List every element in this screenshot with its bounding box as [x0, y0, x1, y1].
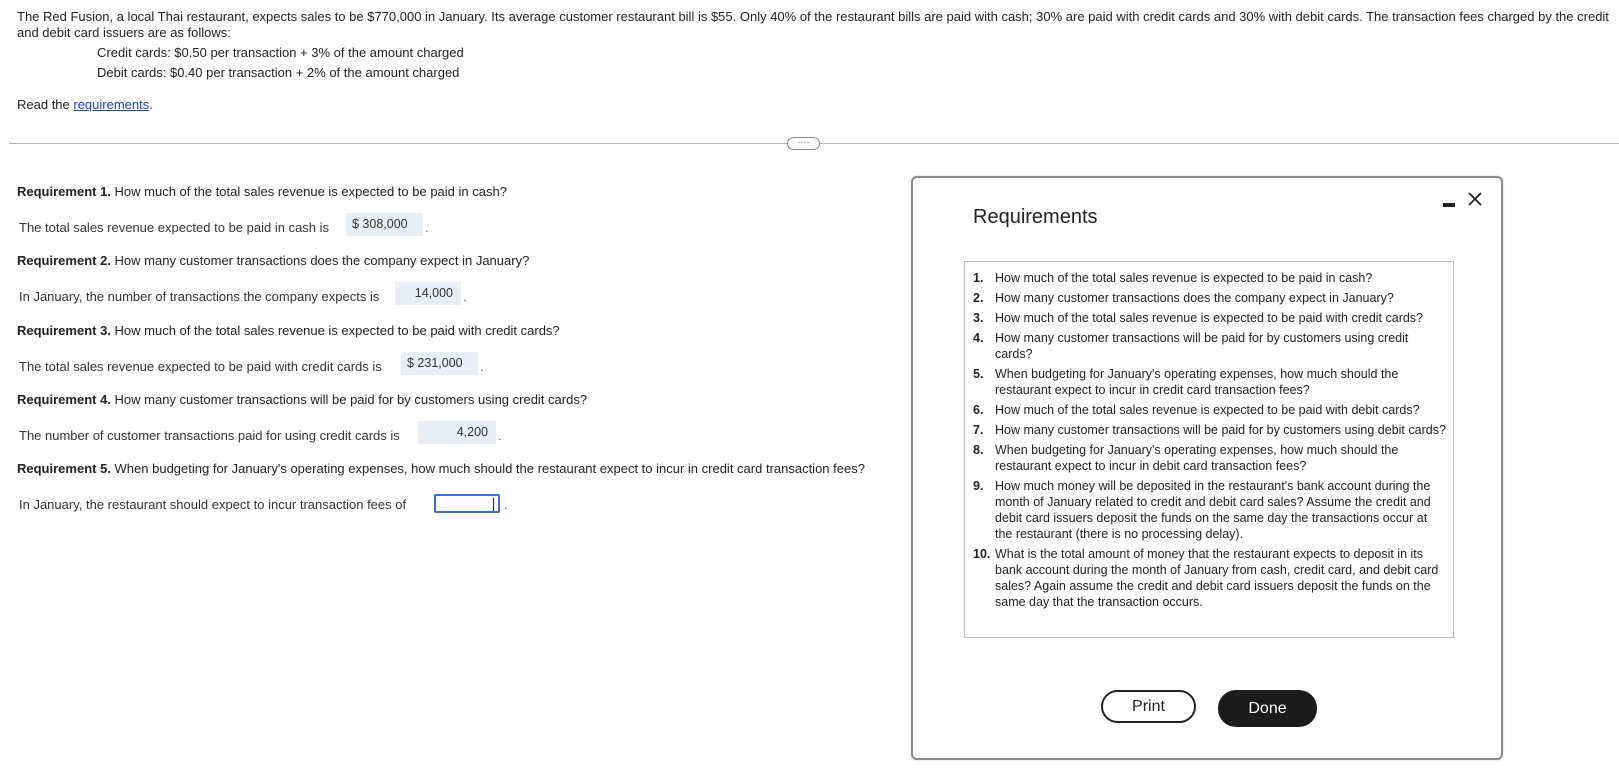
done-button[interactable]: Done: [1218, 690, 1317, 727]
debit-card-fee-line: Debit cards: $0.40 per transaction + 2% of the amount charged: [97, 65, 460, 80]
read-prefix: Read the: [17, 97, 74, 112]
requirement-text: How much money will be deposited in the restaurant's bank account during the month of January related to credit and debit card sales? Assume the credit and debit card issuers deposit the funds on the same day the transactions occur at the restaurant (there is no processing delay).: [995, 479, 1431, 541]
problem-statement: The Red Fusion, a local Thai restaurant, expects sales to be $770,000 in January. Its average customer restaurant bill is $55. Only 40% of the restaurant bills are paid with cash; 30% are paid with credit cards and 30% with debit cards. The transaction fees charged by the credit and debit card issuers are as follows:: [17, 9, 1609, 40]
close-icon[interactable]: [1466, 190, 1484, 208]
requirement-item: [973, 270, 1447, 286]
read-suffix: .: [149, 97, 153, 112]
requirements-dialog: [911, 176, 1503, 760]
requirement-item: [973, 442, 1447, 474]
answer-4-text: The number of customer transactions paid for using credit cards is: [19, 428, 400, 443]
requirement-text: How much of the total sales revenue is expected to be paid with debit cards?: [995, 403, 1420, 417]
requirement-item: [973, 422, 1447, 438]
requirement-text: How many customer transactions will be paid for by customers using credit cards?: [995, 331, 1409, 361]
minimize-icon[interactable]: [1443, 203, 1455, 207]
question-1: [17, 184, 507, 199]
requirement-number: 8.: [973, 443, 984, 457]
question-2-label: Requirement 2.: [17, 253, 111, 268]
credit-card-fee-line: Credit cards: $0.50 per transaction + 3% of the amount charged: [97, 45, 464, 60]
answer-5-text: In January, the restaurant should expect to incur transaction fees of: [19, 497, 407, 512]
answer-1-text: The total sales revenue expected to be paid in cash is: [19, 220, 330, 235]
requirement-item: [973, 290, 1447, 306]
text-caret: [493, 498, 494, 511]
requirement-number: 3.: [973, 311, 984, 325]
requirements-link[interactable]: requirements: [73, 97, 150, 112]
answer-2-period: .: [463, 289, 467, 304]
answer-2-text: In January, the number of transactions the company expects is: [19, 289, 380, 304]
answer-3-value[interactable]: $ 231,000: [401, 352, 478, 375]
requirement-item: [973, 366, 1447, 398]
requirements-list: [973, 270, 1447, 610]
requirement-item: [973, 402, 1447, 418]
requirement-text: When budgeting for January's operating expenses, how much should the restaurant expect to incur in debit card transaction fees?: [995, 443, 1399, 473]
question-5-text: When budgeting for January's operating expenses, how much should the restaurant expect to incur in credit card transaction fees?: [110, 461, 865, 476]
read-requirements-line: [17, 97, 153, 112]
question-4-text: How many customer transactions will be paid for by customers using credit cards?: [110, 392, 588, 407]
requirement-item: [973, 546, 1447, 610]
requirement-number: 10.: [973, 547, 991, 561]
answer-5-input[interactable]: [434, 494, 500, 513]
requirement-number: 1.: [973, 271, 984, 285]
requirement-item: [973, 310, 1447, 326]
requirement-text: How many customer transactions does the company expect in January?: [995, 291, 1394, 305]
requirements-list-box: [964, 261, 1454, 638]
question-2: [17, 253, 529, 268]
answer-4-value[interactable]: 4,200: [418, 421, 496, 444]
question-3-label: Requirement 3.: [17, 323, 111, 338]
question-1-label: Requirement 1.: [17, 184, 111, 199]
question-4-label: Requirement 4.: [17, 392, 111, 407]
requirement-text: What is the total amount of money that the restaurant expects to deposit in its bank account during the month of January from cash, credit card, and debit card sales? Again assume the credit and debit card issuers deposit the funds on the same day that the transaction occurs.: [995, 547, 1439, 609]
requirement-number: 9.: [973, 479, 984, 493]
requirements-dialog-title: Requirements: [973, 206, 1098, 228]
expand-more-button[interactable]: ····: [787, 137, 820, 150]
requirement-text: How much of the total sales revenue is expected to be paid in cash?: [995, 271, 1373, 285]
question-3: [17, 323, 560, 338]
answer-2-value[interactable]: 14,000: [395, 282, 461, 305]
requirement-item: [973, 478, 1447, 542]
requirement-text: When budgeting for January's operating expenses, how much should the restaurant expect to incur in credit card transaction fees?: [995, 367, 1399, 397]
requirement-number: 4.: [973, 331, 984, 345]
question-3-text: How much of the total sales revenue is expected to be paid with credit cards?: [110, 323, 560, 338]
requirement-number: 7.: [973, 423, 984, 437]
question-5-label: Requirement 5.: [17, 461, 111, 476]
answer-3-text: The total sales revenue expected to be paid with credit cards is: [19, 359, 382, 374]
question-5: [17, 461, 865, 476]
answer-3-period: .: [480, 359, 484, 374]
answer-5-period: .: [504, 497, 508, 512]
requirement-number: 6.: [973, 403, 984, 417]
requirement-number: 2.: [973, 291, 984, 305]
question-4: [17, 392, 587, 407]
requirement-text: How many customer transactions will be paid for by customers using debit cards?: [995, 423, 1446, 437]
answer-4-period: .: [498, 428, 502, 443]
question-1-text: How much of the total sales revenue is expected to be paid in cash?: [110, 184, 507, 199]
requirement-item: [973, 330, 1447, 362]
question-2-text: How many customer transactions does the company expect in January?: [110, 253, 530, 268]
print-button[interactable]: Print: [1101, 690, 1196, 723]
answer-1-period: .: [425, 220, 429, 235]
requirement-text: How much of the total sales revenue is expected to be paid with credit cards?: [995, 311, 1424, 325]
requirement-number: 5.: [973, 367, 984, 381]
answer-1-value[interactable]: $ 308,000: [346, 213, 423, 236]
